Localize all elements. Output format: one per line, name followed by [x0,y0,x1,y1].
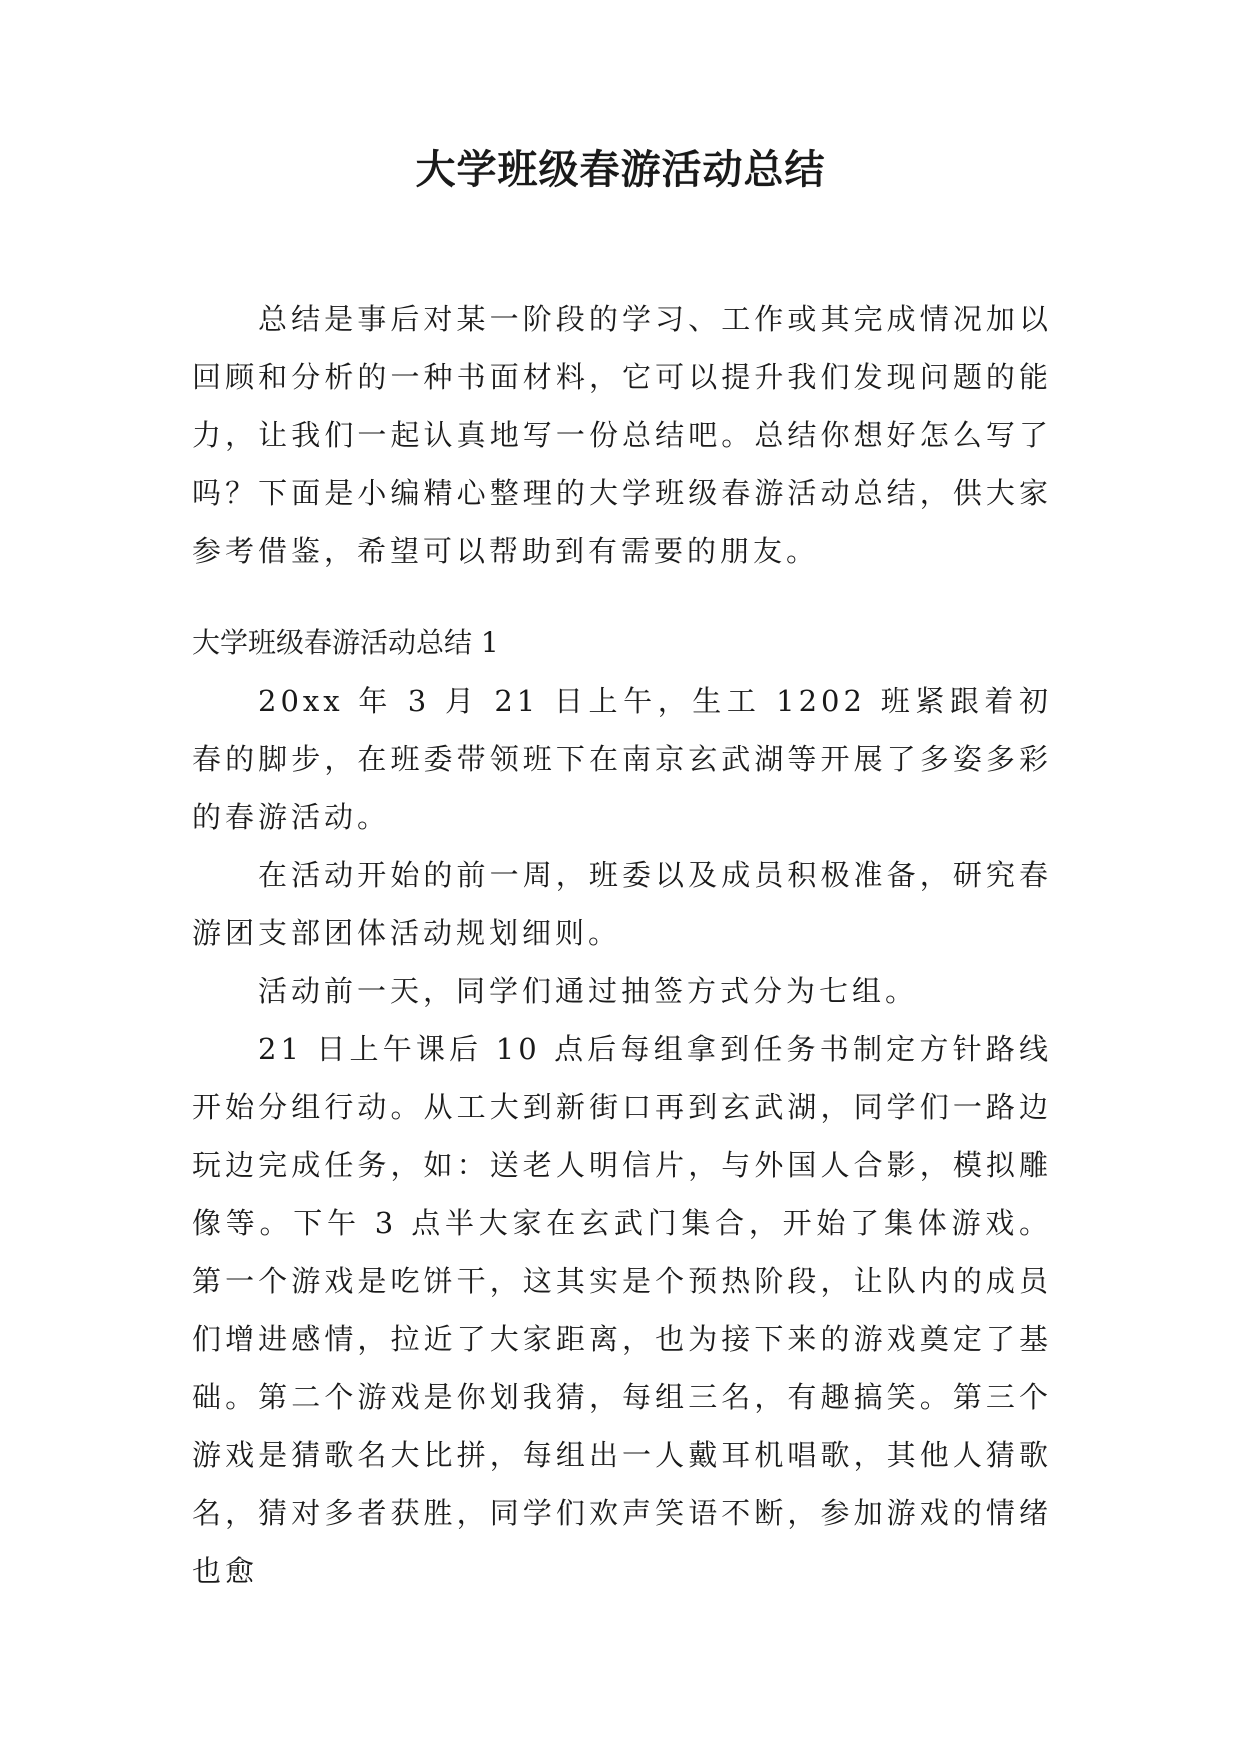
body-paragraph-4: 21 日上午课后 10 点后每组拿到任务书制定方针路线开始分组行动。从工大到新街口再到玄武湖，同学们一路边玩边完成任务，如：送老人明信片，与外国人合影，模拟雕像等。下午 3 点半大家在玄武门集合，开始了集体游戏。第一个游戏是吃饼干，这其实是个预热阶段，让队内的成员们增进感情，拉近了大家距离，也为接下来的游戏奠定了基础。第二个游戏是你划我猜，每组三名，有趣搞笑。第三个游戏是猜歌名大比拼，每组出一人戴耳机唱歌，其他人猜歌名，猜对多者获胜，同学们欢声笑语不断，参加游戏的情绪也愈 [192,1032,1052,1588]
paragraph-spacer [192,580,1052,614]
body-paragraph-3: 活动前一天，同学们通过抽签方式分为七组。 [258,974,919,1008]
document-body [192,290,1052,1600]
section-heading: 大学班级春游活动总结 1 [192,626,499,659]
document-title: 大学班级春游活动总结 [415,147,826,193]
body-paragraph-1: 20xx 年 3 月 21 日上午，生工 1202 班紧跟着初春的脚步，在班委带领班下在南京玄武湖等开展了多姿多彩的春游活动。 [192,684,1052,834]
body-paragraph-2: 在活动开始的前一周，班委以及成员积极准备，研究春游团支部团体活动规划细则。 [192,858,1052,950]
intro-paragraph: 总结是事后对某一阶段的学习、工作或其完成情况加以回顾和分析的一种书面材料，它可以提升我们发现问题的能力，让我们一起认真地写一份总结吧。总结你想好怎么写了吗？下面是小编精心整理的大学班级春游活动总结，供大家参考借鉴，希望可以帮助到有需要的朋友。 [192,302,1052,568]
